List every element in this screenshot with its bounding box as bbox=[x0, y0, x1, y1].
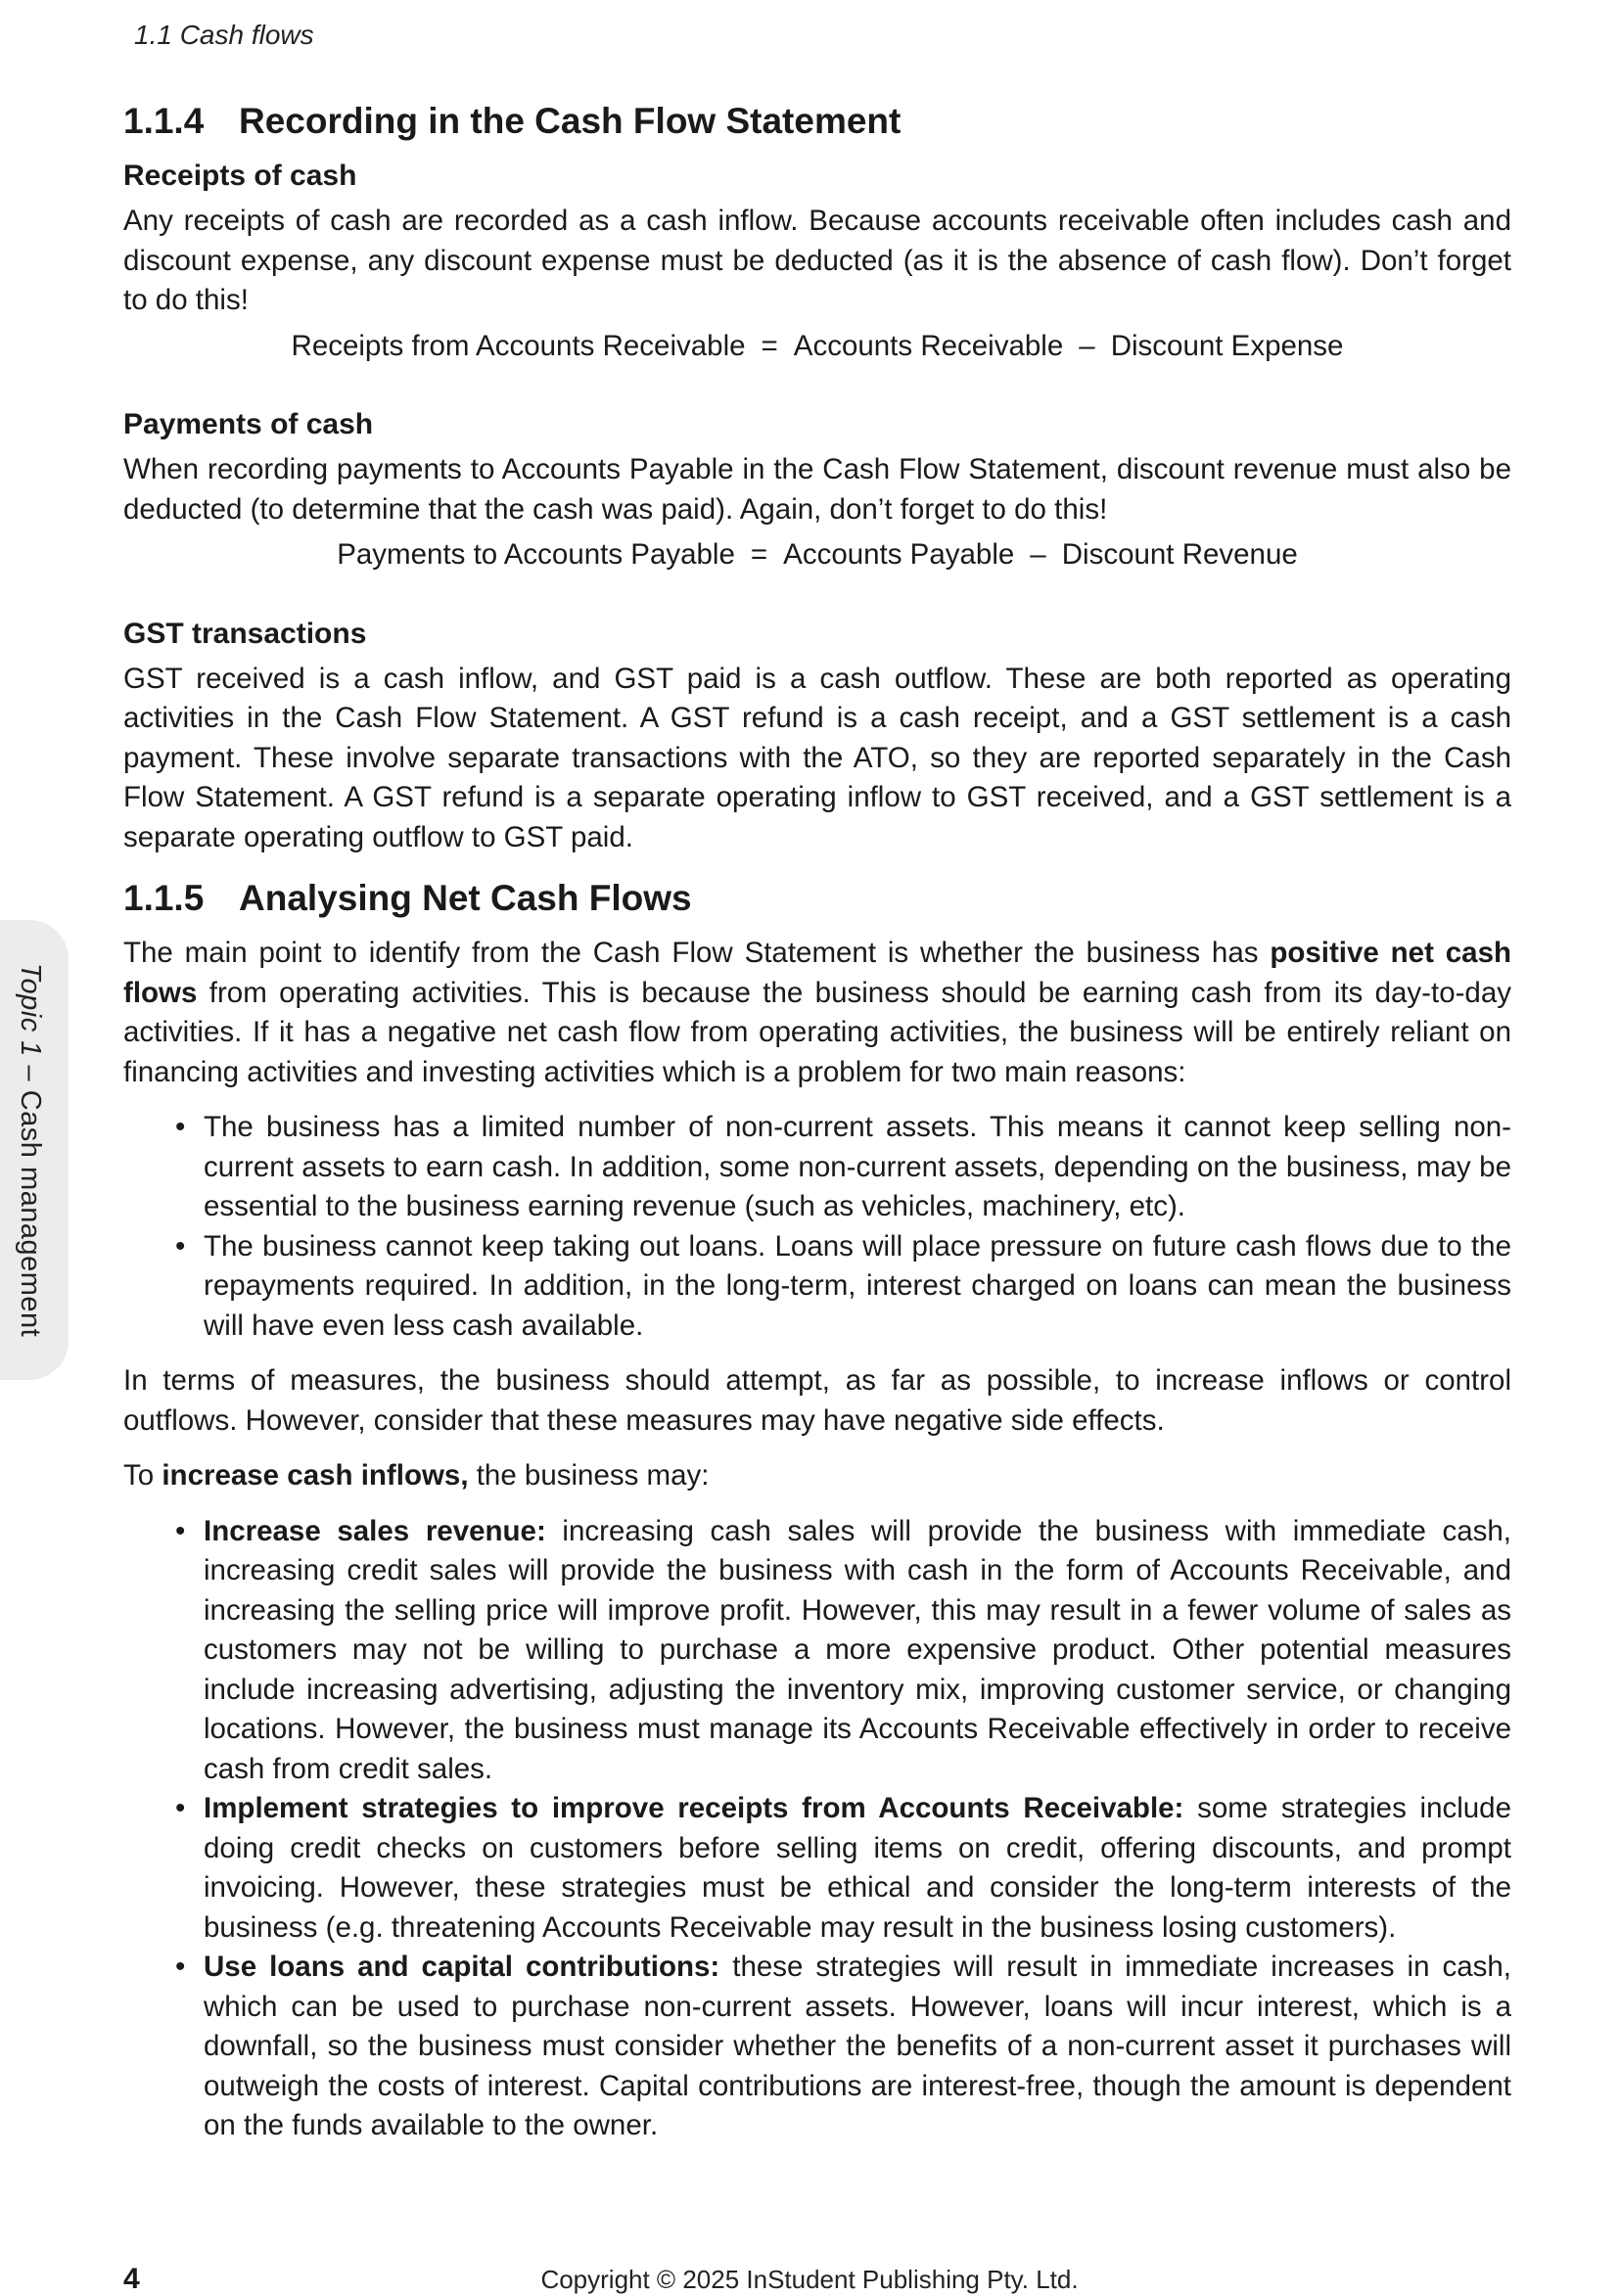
page-number: 4 bbox=[123, 2263, 140, 2295]
payments-paragraph: When recording payments to Accounts Payable in the Cash Flow Statement, discount revenue must also be deducted (to determine that the cash was paid). Again, don’t forget to do this! bbox=[123, 453, 1511, 526]
receipts-paragraph: Any receipts of cash are recorded as a cash inflow. Because accounts receivable often includes cash and discount expense, any discount expense must be deducted (as it is the absence of cash flow). Don’t forget to do this! bbox=[123, 205, 1511, 316]
list-item: • Implement strategies to improve receipts from Accounts Receivable: some strategies include doing credit checks on customers before selling items on credit, offering discounts, and prompt invoicing. However, these strategies must be ethical and consider the long-term interests of the business (e.g. threatening Accounts Receivable may result in the business losing customers). bbox=[123, 1789, 1511, 1948]
payments-formula: Payments to Accounts Payable = Accounts Payable – Discount Revenue bbox=[337, 538, 1298, 571]
receipts-heading: Receipts of cash bbox=[123, 160, 357, 192]
list-item: • The business has a limited number of non-current assets. This means it cannot keep selling non-current assets to earn cash. In addition, some non-current assets, depending on the business, may be essential to the business earning revenue (such as vehicles, machinery, etc). bbox=[123, 1108, 1511, 1227]
copyright: Copyright © 2025 InStudent Publishing Pty. Ltd. bbox=[540, 2265, 1079, 2294]
page-content bbox=[123, 98, 1511, 2162]
section-heading-1-1-5: 1.1.5 Analysing Net Cash Flows bbox=[123, 878, 692, 918]
list-item: • Use loans and capital contributions: these strategies will result in immediate increases in cash, which can be used to purchase non-current assets. However, loans will incur interest, which is a downfall, so the business must consider whether the benefits of a non-current asset it purchases will outweigh the costs of interest. Capital contributions are interest-free, though the amount is dependent on the funds available to the owner. bbox=[123, 1948, 1511, 2146]
side-tab-label: Topic 1 – Cash management bbox=[15, 963, 46, 1338]
strategies-list bbox=[123, 1512, 1511, 2146]
running-head: 1.1 Cash flows bbox=[134, 20, 314, 50]
receipts-formula: Receipts from Accounts Receivable = Accounts Receivable – Discount Expense bbox=[291, 329, 1344, 362]
list-item: • The business cannot keep taking out loans. Loans will place pressure on future cash flows due to the repayments required. In addition, in the long-term, interest charged on loans can mean the business will have even less cash available. bbox=[123, 1227, 1511, 1347]
analysis-intro: The main point to identify from the Cash Flow Statement is whether the business has positive net cash flows from operating activities. This is because the business should be earning cash from its day-to-day activities. If it has a negative net cash flow from operating activities, the business will be entirely reliant on financing activities and investing activities which is a problem for two main reasons: bbox=[123, 937, 1511, 1088]
reasons-list bbox=[123, 1108, 1511, 1346]
gst-heading: GST transactions bbox=[123, 617, 367, 650]
inflows-intro: To increase cash inflows, the business may: bbox=[123, 1459, 710, 1492]
payments-heading: Payments of cash bbox=[123, 408, 374, 440]
section-heading-1-1-4: 1.1.4 Recording in the Cash Flow Statement bbox=[123, 101, 902, 141]
measures-paragraph: In terms of measures, the business should attempt, as far as possible, to increase inflows or control outflows. However, consider that these measures may have negative side effects. bbox=[123, 1364, 1511, 1437]
list-item: • Increase sales revenue: increasing cash sales will provide the business with immediate cash, increasing credit sales will provide the business with cash in the form of Accounts Receivable, and increasing the selling price will improve profit. However, this may result in a fewer volume of sales as customers may not be willing to purchase a more expensive product. Other potential measures include increasing advertising, adjusting the inventory mix, improving customer service, or changing locations. However, the business must manage its Accounts Receivable effectively in order to receive cash from credit sales. bbox=[123, 1512, 1511, 1790]
gst-paragraph: GST received is a cash inflow, and GST paid is a cash outflow. These are both reported as operating activities in the Cash Flow Statement. A GST refund is a cash receipt, and a GST settlement is a cash payment. These involve separate transactions with the ATO, so they are reported separately in the Cash Flow Statement. A GST refund is a separate operating inflow to GST received, and a GST settlement is a separate operating outflow to GST paid. bbox=[123, 662, 1511, 853]
